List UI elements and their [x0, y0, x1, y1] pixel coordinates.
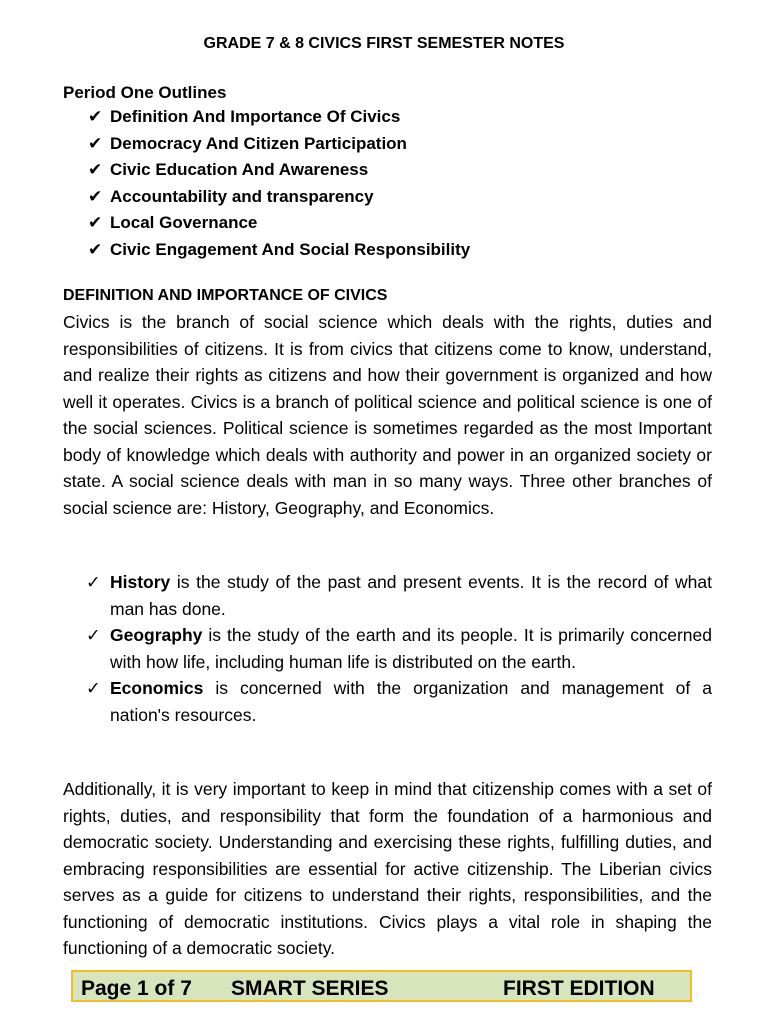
- checkmark-icon: ✓: [86, 625, 101, 645]
- section-heading: DEFINITION AND IMPORTANCE OF CIVICS: [63, 287, 388, 304]
- outline-item-text: Civic Education And Awareness: [110, 160, 369, 179]
- paragraph-citizenship: Additionally, it is very important to keep in mind that citizenship comes with a set of rights, duties, and responsibility that form the foundation of a harmonious and democratic society. Understanding and exercising these rights, fulfilling duties, and embracing responsibilities are essential for active citizenship. The Liberian civics serves as a guide for citizens to understand their rights, responsibilities, and the functioning of democratic institutions. Civics plays a vital role in shaping the functioning of a democratic society.: [63, 779, 712, 958]
- list-item: [86, 675, 712, 728]
- checkmark-icon: ✓: [86, 572, 101, 592]
- footer-page-number: Page 1 of 7: [81, 977, 192, 1000]
- list-item: [88, 131, 470, 158]
- footer-edition: FIRST EDITION: [503, 977, 655, 1000]
- branches-list: [86, 569, 712, 728]
- checkmark-icon: ✔: [88, 133, 103, 153]
- branch-description: is the study of the past and present events. It is the record of what man has done.: [110, 572, 712, 619]
- list-item: [88, 184, 470, 211]
- list-item: [88, 237, 470, 264]
- branch-term: Geography: [110, 625, 203, 645]
- paragraph-definition: Civics is the branch of social science which deals with the rights, duties and responsibilities of citizens. It is from civics that citizens come to know, understand, and realize their rights as citizens and how their government is organized and how well it operates. Civics is a branch of political science and political science is one of the social sciences. Political science is sometimes regarded as the most Important body of knowledge which deals with authority and power in an organized society or state. A social science deals with man in so many ways. Three other branches of social science are: History, Geography, and Economics.: [63, 312, 712, 518]
- branch-description: is the study of the earth and its people. It is primarily concerned with how life, including human life is distributed on the earth.: [110, 625, 712, 672]
- checkmark-icon: ✔: [88, 213, 103, 232]
- branch-description: is concerned with the organization and management of a nation's resources.: [110, 678, 712, 725]
- checkmark-icon: ✔: [88, 186, 103, 206]
- outline-item-text: Civic Engagement And Social Responsibility: [110, 239, 471, 259]
- list-item: [86, 622, 712, 675]
- list-item: [88, 104, 470, 131]
- outline-heading: Period One Outlines: [63, 83, 227, 102]
- branch-term: Economics: [110, 678, 204, 698]
- page-footer: [71, 970, 692, 1002]
- footer-series: SMART SERIES: [231, 977, 389, 1000]
- branch-term: History: [110, 572, 171, 592]
- list-item: [86, 569, 712, 622]
- outline-item-text: Democracy And Citizen Participation: [110, 133, 407, 153]
- outline-item-text: Accountability and transparency: [110, 186, 374, 206]
- checkmark-icon: ✓: [86, 678, 101, 698]
- checkmark-icon: ✔: [88, 160, 103, 179]
- page-title: GRADE 7 & 8 CIVICS FIRST SEMESTER NOTES: [203, 35, 565, 52]
- list-item: [88, 157, 470, 184]
- outline-list: [88, 104, 470, 263]
- checkmark-icon: ✔: [88, 239, 103, 259]
- list-item: [88, 210, 470, 237]
- outline-item-text: Local Governance: [110, 213, 258, 232]
- checkmark-icon: ✔: [88, 107, 103, 126]
- outline-item-text: Definition And Importance Of Civics: [110, 107, 401, 126]
